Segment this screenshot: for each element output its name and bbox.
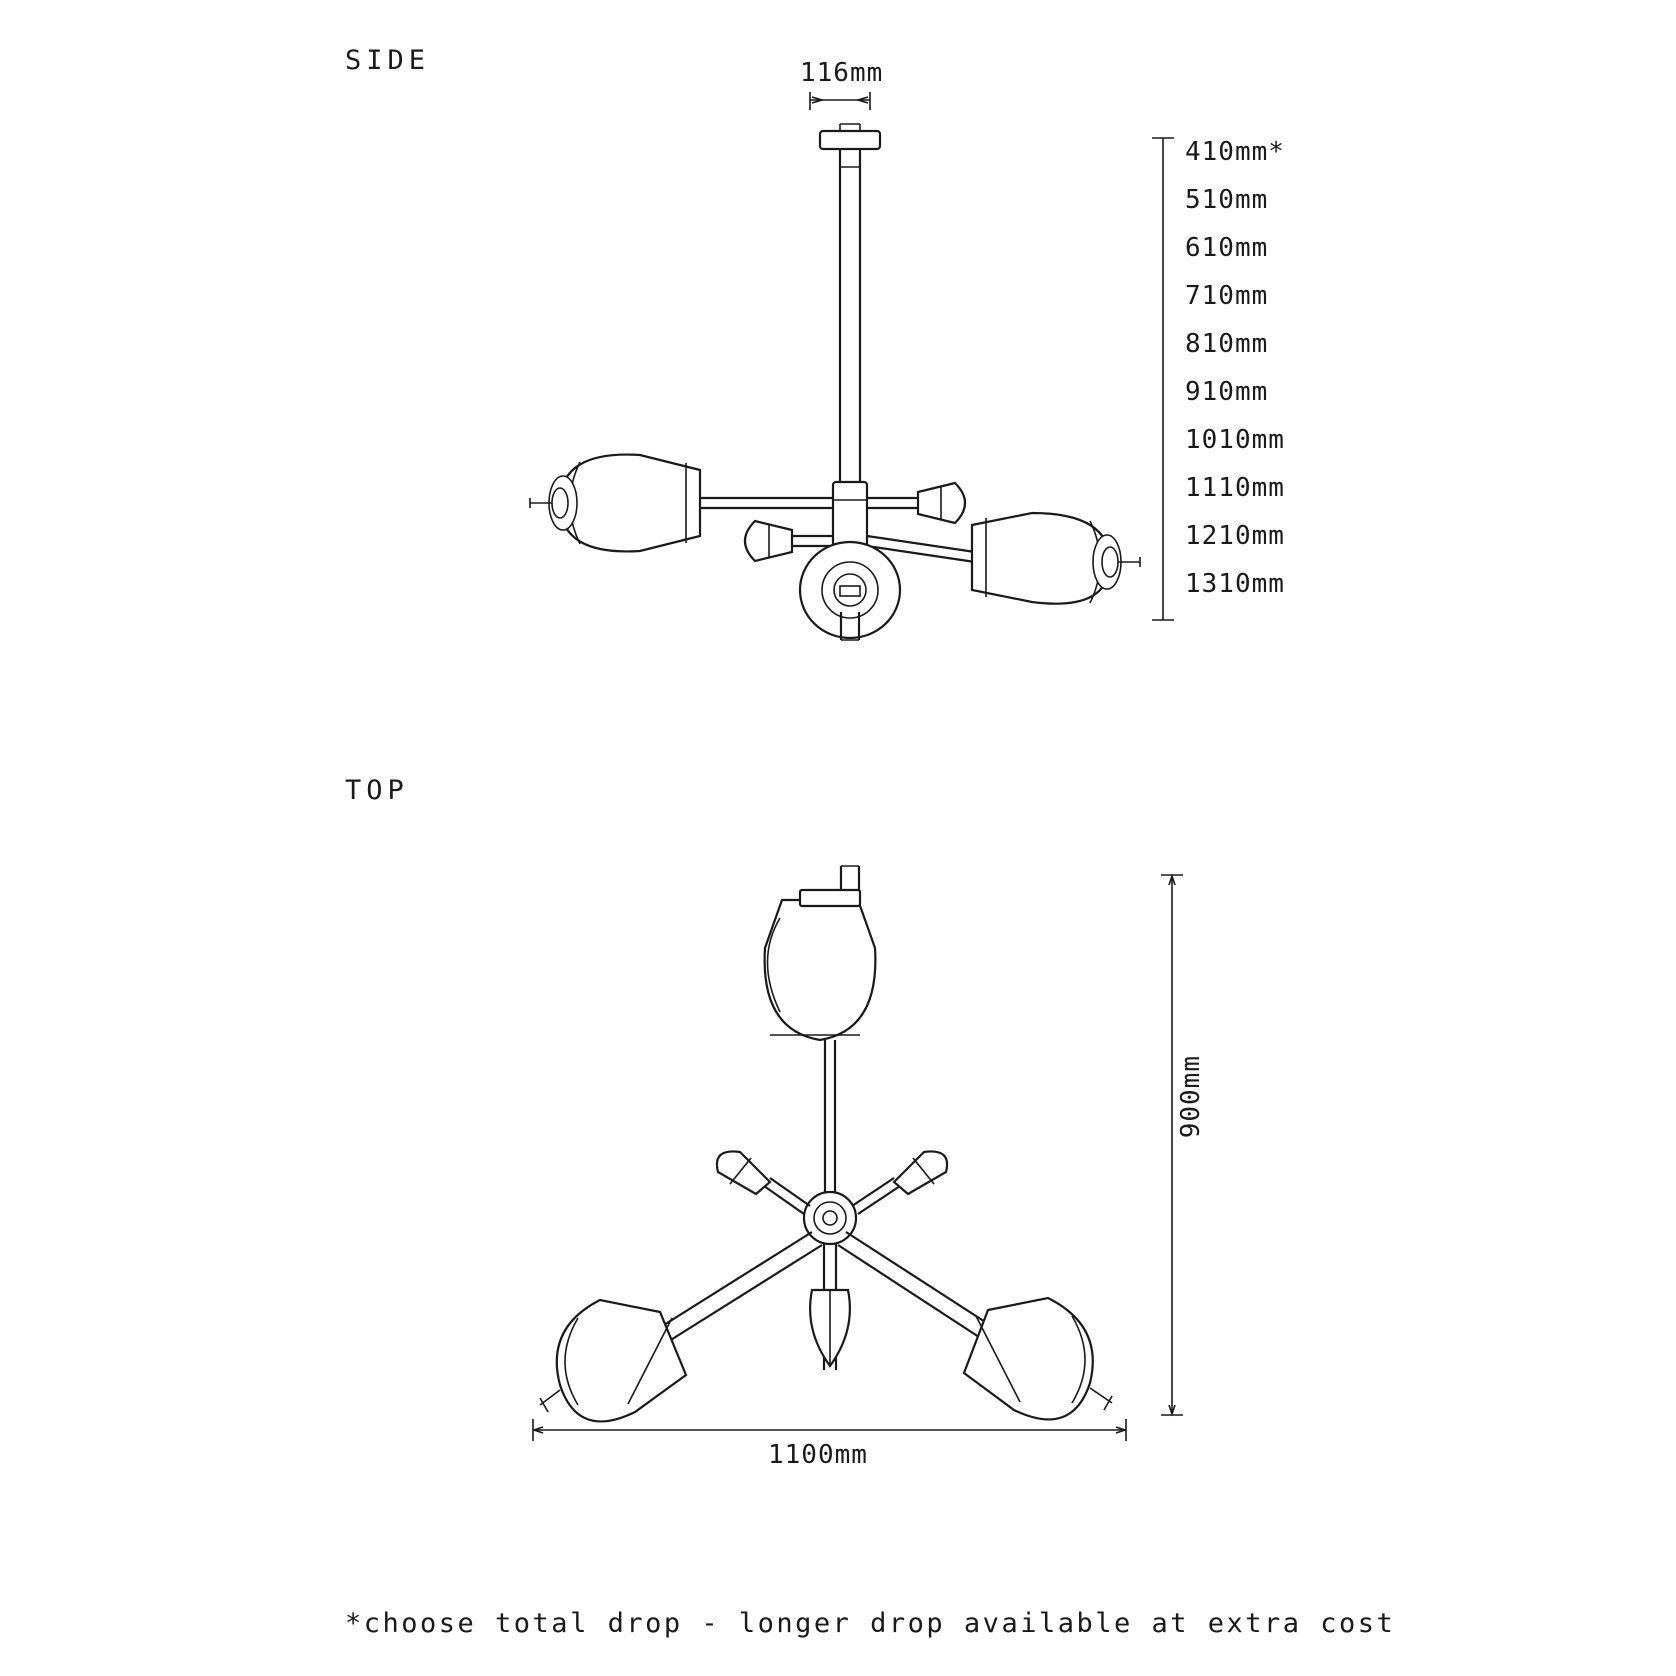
- drop-dimension-bracket: [1152, 138, 1174, 620]
- drop-option: 410mm*: [1185, 137, 1285, 167]
- dimension-fixture-depth: 900mm: [1176, 1055, 1206, 1139]
- footnote-drop-note: *choose total drop - longer drop available at extra cost: [345, 1608, 1396, 1639]
- depth-dimension-line: [1161, 875, 1183, 1415]
- drop-option: 610mm: [1185, 233, 1269, 263]
- top-view-fixture: [540, 866, 1112, 1421]
- drop-option: 910mm: [1185, 377, 1269, 407]
- top-shade-upper-left-small: [717, 1151, 770, 1194]
- drop-option: 1110mm: [1185, 473, 1285, 503]
- shade-bottom-center: [800, 542, 900, 640]
- drop-option: 1010mm: [1185, 425, 1285, 455]
- side-view-title: SIDE: [345, 45, 431, 76]
- shade-middle-left-small: [745, 521, 792, 561]
- drop-option: 1310mm: [1185, 569, 1285, 599]
- top-view-title: TOP: [345, 775, 409, 806]
- dimension-fixture-width: 1100mm: [768, 1440, 868, 1470]
- canopy-width-dimension-line: [810, 92, 870, 110]
- drop-option: 810mm: [1185, 329, 1269, 359]
- top-shade-upper-right-small: [894, 1151, 947, 1194]
- width-dimension-line: [533, 1419, 1126, 1441]
- top-shade-south-small: [810, 1290, 850, 1366]
- top-shade-lower-right: [964, 1298, 1112, 1419]
- shade-upper-right-small: [918, 483, 965, 523]
- top-shade-north: [765, 890, 876, 1040]
- dimension-canopy-width: 116mm: [800, 58, 884, 88]
- shade-lower-right: [972, 513, 1140, 604]
- drop-option: 510mm: [1185, 185, 1269, 215]
- top-shade-lower-left: [540, 1300, 686, 1421]
- side-view-fixture: [530, 124, 1140, 640]
- shade-upper-left: [530, 455, 700, 552]
- drop-option: 710mm: [1185, 281, 1269, 311]
- drop-option: 1210mm: [1185, 521, 1285, 551]
